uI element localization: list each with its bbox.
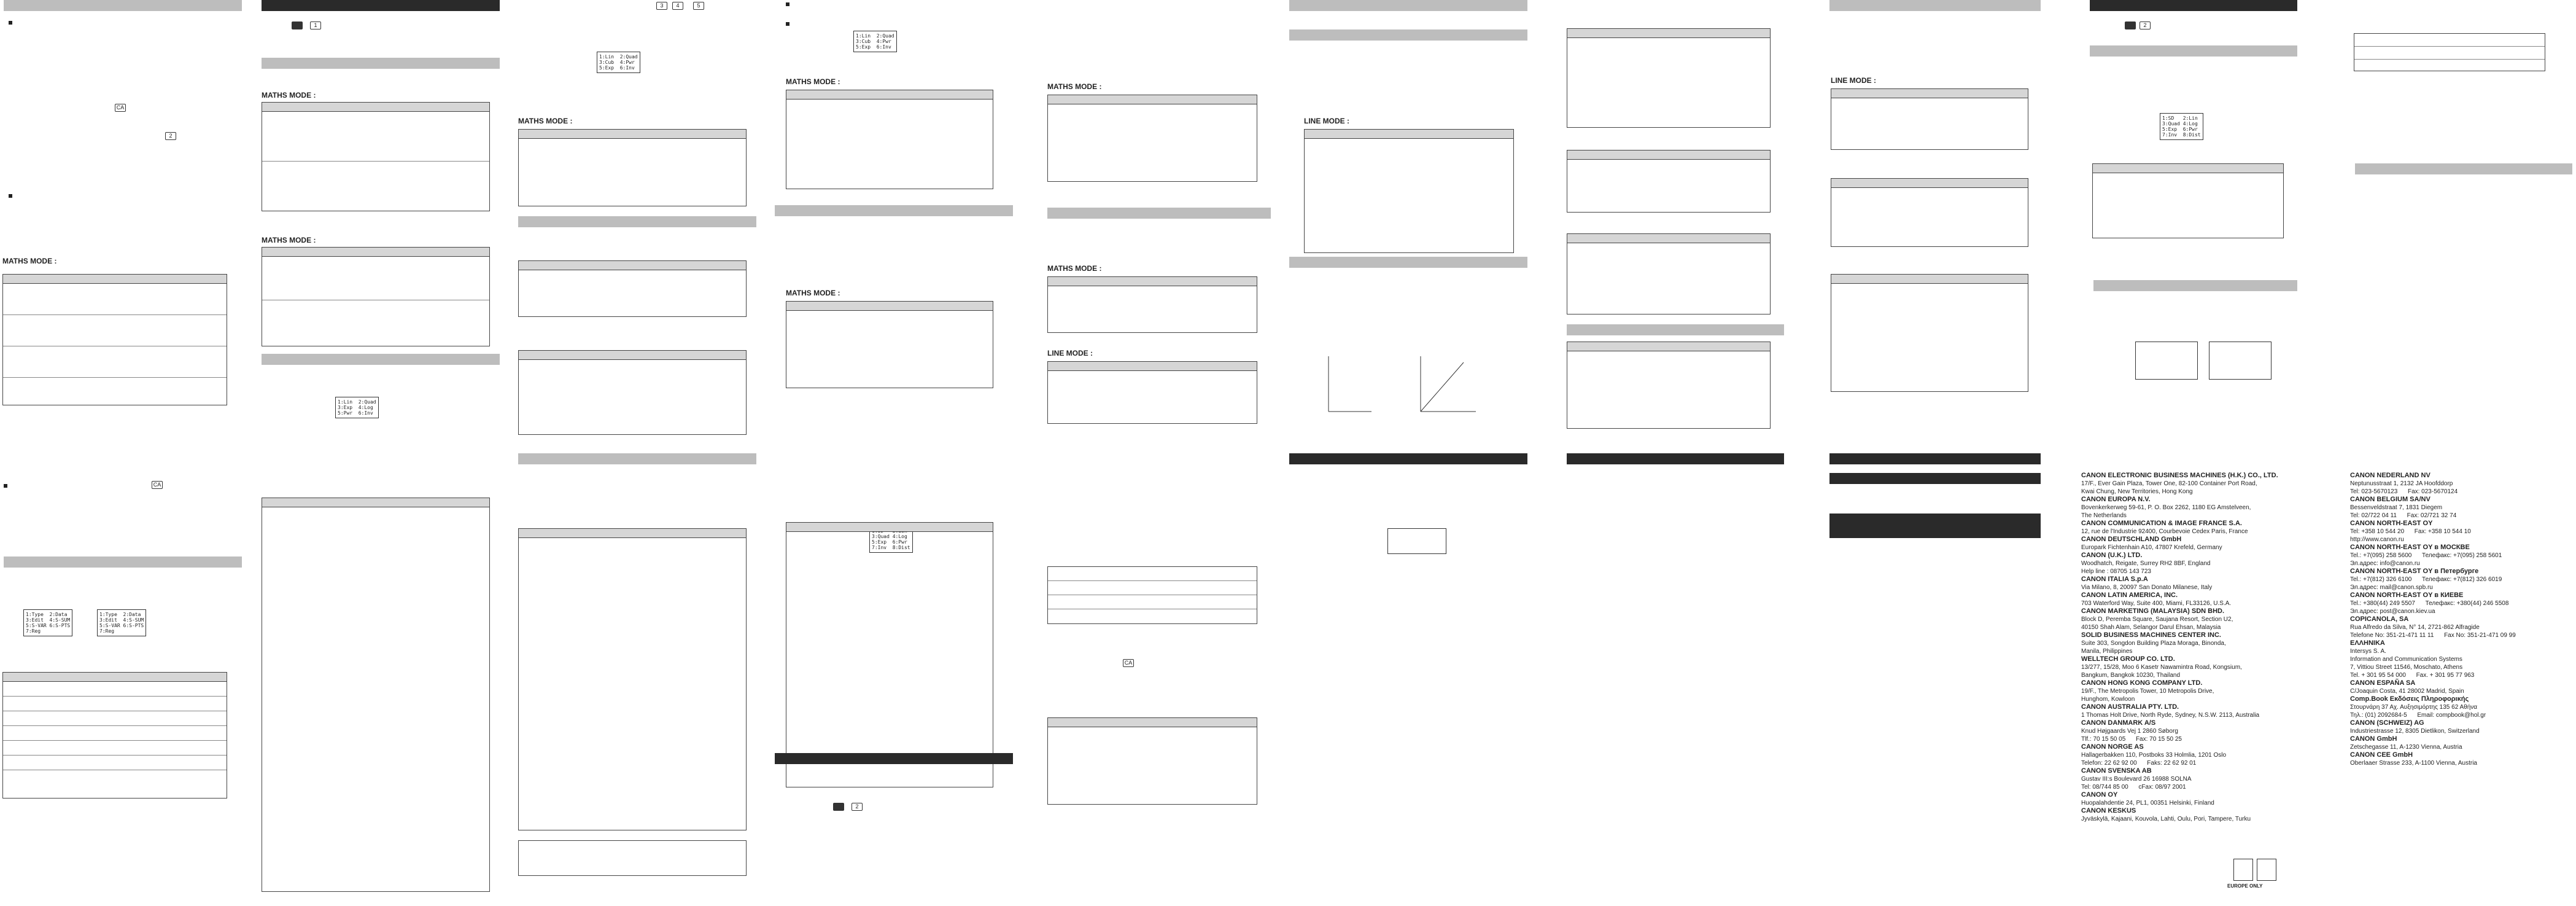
display-box <box>1387 528 1446 554</box>
column-1 <box>0 0 246 906</box>
page-9a <box>2055 0 2301 453</box>
company-name: CANON KESKUS <box>2081 807 2136 814</box>
table-row <box>1048 581 1257 595</box>
company-address: Bessenveldstraat 7, 1831 Diegem Tel: 02/722 04 11 Fax: 02/721 32 74 <box>2350 504 2457 519</box>
address-entry <box>2350 679 2516 695</box>
section-bar-dark <box>775 753 1013 764</box>
section-bar-dark <box>1289 453 1527 464</box>
address-entry <box>2081 576 2278 592</box>
column-6 <box>1286 0 1531 906</box>
section-heading: MATHS MODE : <box>1047 82 1102 91</box>
table-row <box>3 711 227 726</box>
page-9b <box>2055 453 2301 906</box>
bullet <box>4 484 7 488</box>
section-bar <box>518 216 756 227</box>
company-address: Knud Højgaards Vej 1 2860 Søborg Tlf.: 70 15 50 05 Fax: 70 15 50 25 <box>2081 728 2182 743</box>
company-name: CANON ESPAÑA SA <box>2350 679 2416 687</box>
page-6a <box>1286 0 1531 453</box>
example-table <box>786 522 993 787</box>
table-header <box>1831 179 2028 188</box>
company-name: CANON OY <box>2081 791 2118 799</box>
bullet <box>9 194 12 198</box>
address-entry <box>2350 719 2516 735</box>
lcd-display: 1:Lin 2:Quad 3:Exp 4:Log 5:Pwr 6:Inv <box>335 397 379 418</box>
section-bar <box>262 354 500 365</box>
address-entry <box>2081 592 2278 607</box>
table-row <box>2354 34 2545 47</box>
bullet <box>9 21 12 25</box>
key-2: 2 <box>2140 21 2151 29</box>
company-name: CANON DANMARK A/S <box>2081 719 2156 727</box>
address-entry <box>2350 472 2516 496</box>
company-address: 1 Thomas Holt Drive, North Ryde, Sydney, N.S.W. 2113, Australia <box>2081 712 2260 719</box>
company-address: Gustav III:s Boulevard 26 16988 SOLNA Tel: 08/744 85 00 cFax: 08/97 2001 <box>2081 776 2192 791</box>
section-bar-dark <box>2090 0 2297 11</box>
example-table <box>1567 28 1771 128</box>
section-heading: MATHS MODE : <box>1047 264 1102 273</box>
page-6b <box>1286 453 1531 906</box>
company-name: Comp.Book Εκδόσεις Πληροφορικής <box>2350 695 2469 703</box>
key-mode <box>833 803 844 811</box>
section-heading: LINE MODE : <box>1047 349 1093 357</box>
example-table <box>518 350 747 435</box>
example-table <box>1567 342 1771 429</box>
section-bar <box>518 453 756 464</box>
key-mode <box>2125 21 2136 29</box>
recycle-bin-icon <box>2233 859 2253 881</box>
table-header <box>1048 718 1257 727</box>
lcd-display: 3:Quad 4:Log 5:Exp 6:Pwr 7:Inv 8:Dist <box>869 526 913 553</box>
address-entry <box>2081 520 2278 536</box>
page-3b <box>514 453 760 906</box>
address-entry <box>2081 743 2278 767</box>
section-bar-dark <box>1829 453 2041 464</box>
table-header <box>519 261 746 270</box>
table-row <box>2354 47 2545 60</box>
company-address: Block D, Peremba Square, Saujana Resort, Section U2, 40150 Shah Alam, Selangor Darul Ehsan, Malaysia <box>2081 616 2233 631</box>
column-9 <box>2055 0 2301 906</box>
section-heading: MATHS MODE : <box>262 91 316 100</box>
key-ca: CA <box>152 481 163 489</box>
table-header <box>1567 342 1770 351</box>
section-heading: MATHS MODE : <box>786 77 840 86</box>
company-address: 13/277, 15/28, Moo 6 Kasetr Nawamintra Road, Kongsium, Bangkum, Bangkok 10230, Thailand <box>2081 664 2242 679</box>
company-address: Στουρνάρη 37 Αχ. Αυξησιμόρτης 135 62 Αθήνα Τηλ.: (01) 2092684-5 Email: compbook@hol.gr <box>2350 704 2486 719</box>
table-header <box>3 275 227 284</box>
company-address: Rua Alfredo da Silva, N° 14, 2721-862 Alfragide Telefone No: 351-21-471 11 11 Fax No: 351-21-471 09 99 <box>2350 624 2516 639</box>
company-address: Bovenkerkerweg 59-61, P. O. Box 2262, 1180 EG Amstelveen, The Netherlands <box>2081 504 2251 519</box>
example-table <box>262 247 490 346</box>
example-table <box>1831 274 2028 392</box>
company-name: SOLID BUSINESS MACHINES CENTER INC. <box>2081 631 2221 639</box>
column-8 <box>1799 0 2044 906</box>
page-7b <box>1542 453 1788 906</box>
table-row <box>1048 567 1257 581</box>
page-1a <box>0 0 246 453</box>
section-heading: MATHS MODE : <box>262 236 316 244</box>
page-2a <box>258 0 503 453</box>
address-list <box>2350 472 2516 767</box>
company-name: CANON NORGE AS <box>2081 743 2144 751</box>
company-address: Zetschegasse 11, A-1230 Vienna, Austria <box>2350 744 2462 751</box>
company-address: Tel.: +380(44) 249 5507 Телефакс: +380(44) 246 5508 Эл.адрес: post@canon.kiev.ua <box>2350 600 2509 615</box>
address-entry <box>2350 615 2516 639</box>
section-bar <box>2093 280 2297 291</box>
example-table <box>1047 361 1257 424</box>
table-header <box>1831 89 2028 98</box>
section-bar <box>2355 163 2572 174</box>
company-name: CANON SVENSKA AB <box>2081 767 2152 775</box>
company-address: 17/F., Ever Gain Plaza, Tower One, 82-100 Container Port Road, Kwai Chung, New Territories, Hong Kong <box>2081 480 2257 495</box>
address-entry <box>2081 703 2278 719</box>
example-table <box>1047 717 1257 805</box>
address-list <box>2081 472 2278 823</box>
company-name: WELLTECH GROUP CO. LTD. <box>2081 655 2175 663</box>
company-name: CANON HONG KONG COMPANY LTD. <box>2081 679 2203 687</box>
table-row <box>262 257 489 300</box>
address-entry <box>2081 536 2278 552</box>
company-name: CANON NORTH-EAST OY <box>2350 520 2433 527</box>
company-name: CANON MARKETING (MALAYSIA) SDN BHD. <box>2081 607 2225 615</box>
graph-diagram <box>1322 350 1507 418</box>
address-entry <box>2350 735 2516 751</box>
key-4: 4 <box>672 2 683 10</box>
address-entry <box>2081 679 2278 703</box>
company-address: 703 Waterford Way, Suite 400, Miami, FL33126, U.S.A. <box>2081 600 2232 607</box>
lcd-graph <box>2135 342 2198 380</box>
section-bar <box>1829 0 2041 11</box>
lcd-display: 1:SD 2:Lin 3:Quad 4:Log 5:Exp 6:Pwr 7:Inv 8:Dist <box>2160 113 2203 140</box>
reference-table <box>2354 33 2545 71</box>
section-bar <box>262 58 500 69</box>
section-heading: LINE MODE : <box>1304 117 1349 125</box>
company-address: Hallagerbakken 110, Postboks 33 Holmlia, 1201 Oslo Telefon: 22 62 92 00 Faks: 22 62 92 01 <box>2081 752 2227 767</box>
address-entry <box>2350 695 2516 719</box>
table-row <box>1048 595 1257 609</box>
table-header <box>2093 164 2283 173</box>
column-5 <box>1029 0 1274 906</box>
company-name: CANON EUROPA N.V. <box>2081 496 2151 503</box>
section-bar <box>775 205 1013 216</box>
company-name: CANON ITALIA S.p.A <box>2081 576 2148 583</box>
company-name: CANON BELGIUM SA/NV <box>2350 496 2431 503</box>
table-row <box>3 346 227 378</box>
table-header <box>786 90 993 100</box>
company-name: CANON CEE GmbH <box>2350 751 2413 759</box>
section-bar-dark <box>1829 473 2041 484</box>
address-entry <box>2081 607 2278 631</box>
example-table <box>1304 129 1514 253</box>
company-name: CANON LATIN AMERICA, INC. <box>2081 592 2178 599</box>
key-5: 5 <box>693 2 704 10</box>
table-header <box>786 523 993 532</box>
address-entry <box>2081 807 2278 823</box>
page-2b <box>258 453 503 906</box>
company-name: CANON ELECTRONIC BUSINESS MACHINES (H.K.) CO., LTD. <box>2081 472 2278 479</box>
company-address: Tel: +358 10 544 20 Fax: +358 10 544 10 http://www.canon.ru <box>2350 528 2471 543</box>
page-3a <box>514 0 760 453</box>
address-entry <box>2350 520 2516 544</box>
company-address: Tel.: +7(812) 326 6100 Телефакс: +7(812) 326 6019 Эл.адрес: mail@canon.spb.ru <box>2350 576 2502 591</box>
address-entry <box>2350 544 2516 568</box>
company-name: CANON COMMUNICATION & IMAGE FRANCE S.A. <box>2081 520 2242 527</box>
column-2 <box>258 0 503 906</box>
address-entry <box>2081 719 2278 743</box>
recycle-bin-icon <box>2257 859 2276 881</box>
company-name: CANON (U.K.) LTD. <box>2081 552 2143 559</box>
example-table <box>1567 150 1771 213</box>
section-bar <box>4 0 242 11</box>
page-10a <box>2321 0 2576 453</box>
bullet <box>786 22 789 26</box>
company-name: CANON NORTH-EAST OY в КИЕВЕ <box>2350 592 2464 599</box>
table-header <box>519 130 746 139</box>
key-mode <box>292 21 303 29</box>
address-entry <box>2081 552 2278 576</box>
table-header <box>786 302 993 311</box>
company-address: C/Joaquin Costa, 41 28002 Madrid, Spain <box>2350 688 2464 695</box>
company-address: Intersys S. A. Information and Communication Systems 7, Vittiou Street 11546, Moschato, Athens Tel. + 301 95 54 000 Fax. + 301 95 77 963 <box>2350 648 2475 679</box>
page-8a <box>1799 0 2044 453</box>
example-table <box>518 528 747 830</box>
company-name: CANON DEUTSCHLAND GmbH <box>2081 536 2182 543</box>
company-address: 19/F., The Metropolis Tower, 10 Metropolis Drive, Hunghom, Kowloon <box>2081 688 2214 703</box>
section-heading: MATHS MODE : <box>2 257 57 265</box>
table-header <box>1048 362 1257 371</box>
address-entry <box>2081 767 2278 791</box>
example-table <box>1831 178 2028 247</box>
company-name: CANON NORTH-EAST OY в МОСКВЕ <box>2350 544 2470 551</box>
company-name: CANON NORTH-EAST OY в Петербурге <box>2350 568 2479 575</box>
example-table <box>1567 233 1771 314</box>
summary-table <box>518 840 747 876</box>
column-10 <box>2321 0 2576 906</box>
company-name: CANON (SCHWEIZ) AG <box>2350 719 2424 727</box>
address-entry <box>2081 655 2278 679</box>
region-label: EUROPE ONLY <box>2227 883 2263 889</box>
page-5b <box>1029 453 1274 906</box>
example-table <box>262 102 490 211</box>
address-entry <box>2350 751 2516 767</box>
table-header <box>519 351 746 360</box>
page-7a <box>1542 0 1788 453</box>
table-header <box>3 673 227 682</box>
plot-line <box>1421 362 1464 412</box>
company-name: CANON AUSTRALIA PTY. LTD. <box>2081 703 2179 711</box>
reference-table <box>2 672 227 799</box>
column-3 <box>514 0 760 906</box>
example-table <box>1831 88 2028 150</box>
company-name: CANON GmbH <box>2350 735 2397 743</box>
key-ca: CA <box>115 104 126 112</box>
key-1: 1 <box>310 21 321 29</box>
column-4 <box>771 0 1017 906</box>
section-bar <box>2090 45 2297 57</box>
page-4a <box>771 0 1017 453</box>
address-entry <box>2350 592 2516 615</box>
key-2: 2 <box>165 132 176 140</box>
table-header <box>1567 234 1770 243</box>
table-header <box>1567 29 1770 38</box>
company-address: Suite 303, Songdon Building Plaza Moraga, Binonda, Manila, Philippines <box>2081 640 2226 655</box>
section-bar <box>1289 0 1527 11</box>
lcd-display: 1:Lin 2:Quad 3:Cub 4:Pwr 5:Exp 6:Inv <box>597 52 640 73</box>
table-header <box>519 529 746 538</box>
example-table <box>2 274 227 405</box>
company-address: Industriestrasse 12, 8305 Dietlikon, Switzerland <box>2350 728 2480 735</box>
example-table <box>1047 95 1257 182</box>
section-bar <box>1047 208 1271 219</box>
key-3: 3 <box>656 2 667 10</box>
section-heading: LINE MODE : <box>1831 76 1876 85</box>
section-bar <box>1567 324 1784 335</box>
address-entry <box>2081 631 2278 655</box>
page-8b <box>1799 453 2044 906</box>
address-entry <box>2081 791 2278 807</box>
table-row <box>3 682 227 697</box>
table-header <box>1305 130 1513 139</box>
table-row <box>3 756 227 770</box>
lcd-display: 1:Type 2:Data 3:Edit 4:S-SUM 5:S-VAR 6:S-PTS 7:Reg <box>23 609 72 636</box>
bullet <box>786 2 789 6</box>
company-name: CANON NEDERLAND NV <box>2350 472 2431 479</box>
table-header <box>262 498 489 507</box>
company-address: Woodhatch, Reigate, Surrey RH2 8BF, England Help line : 08705 143 723 <box>2081 560 2211 575</box>
lcd-display: 1:Type 2:Data 3:Edit 4:S-SUM 5:S-VAR 6:S-PTS 7:Reg <box>97 609 146 636</box>
column-7 <box>1542 0 1788 906</box>
section-bar-dark <box>262 0 500 11</box>
table-header <box>1048 277 1257 286</box>
company-address: Huopalahdentie 24, PL1, 00351 Helsinki, Finland <box>2081 800 2214 806</box>
key-ca: CA <box>1123 659 1134 667</box>
example-table <box>518 260 747 317</box>
address-entry <box>2350 639 2516 679</box>
key-2: 2 <box>852 803 863 811</box>
table-header <box>1048 95 1257 104</box>
table-row <box>3 697 227 711</box>
company-address: Tel.: +7(095) 258 5600 Телефакс: +7(095) 258 5601 Эл.адрес: info@canon.ru <box>2350 552 2502 567</box>
section-bar <box>4 556 242 568</box>
section-bar <box>1289 257 1527 268</box>
company-address: Via Milano, 8, 20097 San Donato Milanese, Italy <box>2081 584 2213 591</box>
example-table <box>786 301 993 388</box>
table-header <box>262 103 489 112</box>
address-entry <box>2081 472 2278 496</box>
table-row <box>3 726 227 741</box>
address-entry <box>2081 496 2278 520</box>
address-entry <box>2350 496 2516 520</box>
table-row <box>3 284 227 315</box>
data-table <box>1047 566 1257 624</box>
lcd-display: 1:Lin 2:Quad 3:Cub 4:Pwr 5:Exp 6:Inv <box>853 31 897 52</box>
company-address: 12, rue de l'Industrie 92400, Courbevoie Cedex Paris, France <box>2081 528 2248 535</box>
company-address: Oberlaaer Strasse 233, A-1100 Vienna, Austria <box>2350 760 2477 767</box>
company-address: Neptunusstraat 1, 2132 JA Hoofddorp Tel: 023-5670123 Fax: 023-5670124 <box>2350 480 2458 495</box>
section-heading: MATHS MODE : <box>518 117 573 125</box>
table-header <box>1831 275 2028 284</box>
example-table <box>786 90 993 189</box>
lcd-graph <box>2209 342 2271 380</box>
address-entry <box>2350 568 2516 592</box>
reference-table <box>2092 163 2284 238</box>
page-5a <box>1029 0 1274 453</box>
table-header <box>262 248 489 257</box>
page-4b <box>771 453 1017 906</box>
table-row <box>3 315 227 346</box>
section-heading: MATHS MODE : <box>786 289 840 297</box>
section-bar-dark <box>1567 453 1784 464</box>
example-table <box>518 129 747 206</box>
example-table <box>1047 276 1257 333</box>
key-reference-table <box>262 498 490 892</box>
company-name: COPICANOLA, SA <box>2350 615 2409 623</box>
section-bar <box>1289 29 1527 41</box>
page-1b <box>0 453 246 906</box>
page-10b <box>2321 453 2576 906</box>
company-name: ΕΛΛΗΝΙΚΑ <box>2350 639 2385 647</box>
table-row <box>262 112 489 162</box>
company-address: Europark Fichtenhain A10, 47807 Krefeld, Germany <box>2081 544 2222 551</box>
table-row <box>3 741 227 756</box>
company-address: Jyväskylä, Kajaani, Kouvola, Lahti, Oulu, Pori, Tampere, Turku <box>2081 816 2251 822</box>
section-bar-dark <box>1829 514 2041 538</box>
table-header <box>1567 150 1770 160</box>
